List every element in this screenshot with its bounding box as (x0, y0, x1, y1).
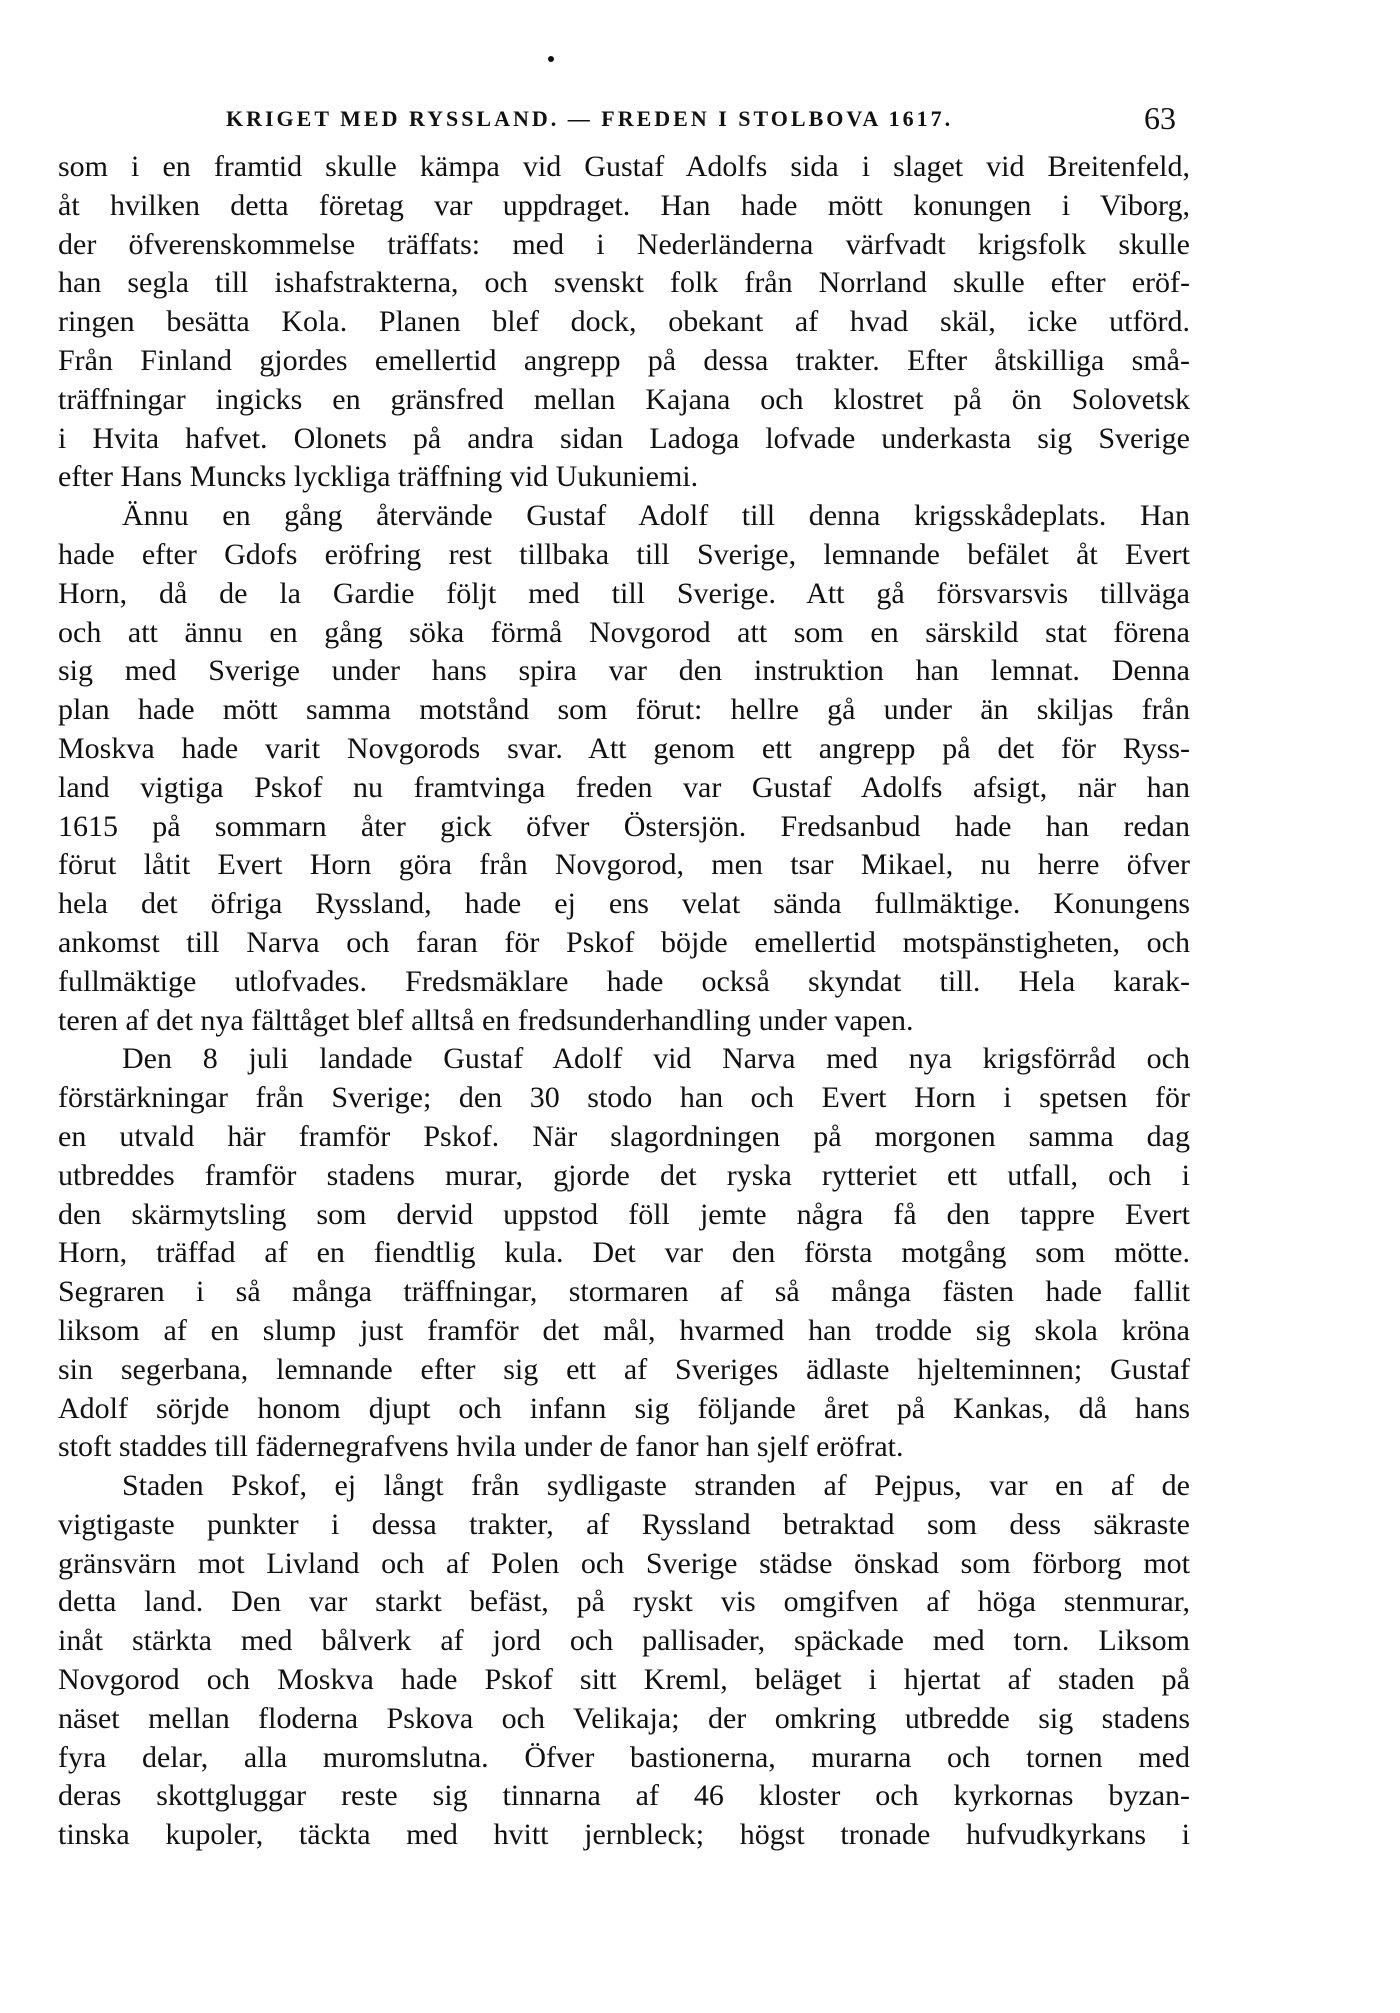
text-line: Ännu en gång återvände Gustaf Adolf till denna krigsskådeplats. Han (122, 499, 1190, 533)
text-line: tinska kupoler, täckta med hvitt jernbleck; högst tronade hufvudkyrkans i (58, 1818, 1190, 1852)
text-line: utbreddes framför stadens murar, gjorde det ryska rytteriet ett utfall, och i (58, 1158, 1190, 1192)
text-line: inåt stärkta med bålverk af jord och pallisader, späckade med torn. Liksom (58, 1624, 1190, 1658)
text-line: förstärkningar från Sverige; den 30 stodo han och Evert Horn i spetsen för (58, 1081, 1190, 1115)
text-line: hade efter Gdofs eröfring rest tillbaka till Sverige, lemnande befälet åt Evert (58, 537, 1190, 571)
text-line: sin segerbana, lemnande efter sig ett af Sveriges ädlaste hjelteminnen; Gustaf (58, 1352, 1190, 1386)
text-line: Horn, träffad af en fiendtlig kula. Det var den första motgång som mötte. (58, 1236, 1190, 1270)
text-line: ringen besätta Kola. Planen blef dock, obekant af hvad skäl, icke utförd. (58, 305, 1190, 339)
text-line: Horn, då de la Gardie följt med till Sverige. Att gå försvarsvis tillväga (58, 576, 1190, 610)
text-line: Från Finland gjordes emellertid angrepp på dessa trakter. Efter åtskilliga små- (58, 343, 1190, 377)
text-line: gränsvärn mot Livland och af Polen och Sverige städse önskad som förborg mot (58, 1546, 1190, 1580)
text-line: land vigtiga Pskof nu framtvinga freden var Gustaf Adolfs afsigt, när han (58, 770, 1190, 804)
body-text (58, 148, 1190, 1855)
text-line: plan hade mött samma motstånd som förut: hellre gå under än skiljas från (58, 693, 1190, 727)
text-line: der öfverenskommelse träffats: med i Nederländerna värfvadt krigsfolk skulle (58, 227, 1190, 261)
text-line: efter Hans Muncks lyckliga träffning vid Uukuniemi. (58, 460, 699, 494)
text-line: sig med Sverige under hans spira var den instruktion han lemnat. Denna (58, 654, 1190, 688)
text-line: liksom af en slump just framför det mål, hvarmed han trodde sig skola kröna (58, 1313, 1190, 1347)
text-line: träffningar ingicks en gränsfred mellan Kajana och klostret på ön Solovetsk (58, 382, 1190, 416)
text-line: som i en framtid skulle kämpa vid Gustaf Adolfs sida i slaget vid Breitenfeld, (58, 150, 1190, 183)
text-line: åt hvilken detta företag var uppdraget. Han hade mött konungen i Viborg, (58, 188, 1190, 222)
text-line: han segla till ishafstrakterna, och svenskt folk från Norrland skulle efter eröf- (58, 266, 1190, 300)
text-line: vigtigaste punkter i dessa trakter, af Ryssland betraktad som dess säkraste (58, 1507, 1190, 1541)
text-line: detta land. Den var starkt befäst, på ryskt vis omgifven af höga stenmurar, (58, 1585, 1190, 1619)
text-line: och att ännu en gång söka förmå Novgorod att som en särskild stat förena (58, 615, 1190, 649)
text-line: ankomst till Narva och faran för Pskof böjde emellertid motspänstigheten, och (58, 925, 1190, 959)
ink-speck (548, 56, 554, 62)
text-line: Moskva hade varit Novgorods svar. Att genom ett angrepp på det för Ryss- (58, 731, 1190, 765)
text-line: Adolf sörjde honom djupt och infann sig följande året på Kankas, då hans (58, 1391, 1190, 1425)
running-title: KRIGET MED RYSSLAND. — FREDEN I STOLBOVA 1617. (226, 106, 954, 131)
text-line: teren af det nya fälttåget blef alltså en fredsunderhandling under vapen. (58, 1003, 914, 1037)
text-line: hela det öfriga Ryssland, hade ej ens velat sända fullmäktige. Konungens (58, 887, 1190, 921)
text-line: deras skottgluggar reste sig tinnarna af 46 kloster och kyrkornas byzan- (58, 1779, 1190, 1813)
text-line: i Hvita hafvet. Olonets på andra sidan Ladoga lofvade underkasta sig Sverige (58, 421, 1190, 455)
text-line: Novgorod och Moskva hade Pskof sitt Kreml, beläget i hjertat af staden på (58, 1663, 1190, 1697)
text-line: 1615 på sommarn åter gick öfver Östersjön. Fredsanbud hade han redan (58, 809, 1190, 843)
text-line: fyra delar, alla muromslutna. Öfver bastionerna, murarna och tornen med (58, 1740, 1190, 1774)
text-line: en utvald här framför Pskof. När slagordningen på morgonen samma dag (58, 1119, 1190, 1153)
text-line: Staden Pskof, ej långt från sydligaste stranden af Pejpus, var en af de (122, 1469, 1190, 1503)
text-line: Den 8 juli landade Gustaf Adolf vid Narva med nya krigsförråd och (122, 1042, 1190, 1076)
text-line: stoft staddes till fädernegrafvens hvila under de fanor han sjelf eröfrat. (58, 1430, 904, 1464)
text-line: Segraren i så många träffningar, stormaren af så många fästen hade fallit (58, 1275, 1190, 1309)
page-number: 63 (1144, 100, 1176, 136)
text-line: näset mellan floderna Pskova och Velikaja; der omkring utbredde sig stadens (58, 1701, 1190, 1735)
running-head (0, 100, 1400, 140)
text-line: fullmäktige utlofvades. Fredsmäklare hade också skyndat till. Hela karak- (58, 964, 1190, 998)
text-line: förut låtit Evert Horn göra från Novgorod, men tsar Mikael, nu herre öfver (58, 848, 1190, 882)
text-line: den skärmytsling som dervid uppstod föll jemte några få den tappre Evert (58, 1197, 1190, 1231)
